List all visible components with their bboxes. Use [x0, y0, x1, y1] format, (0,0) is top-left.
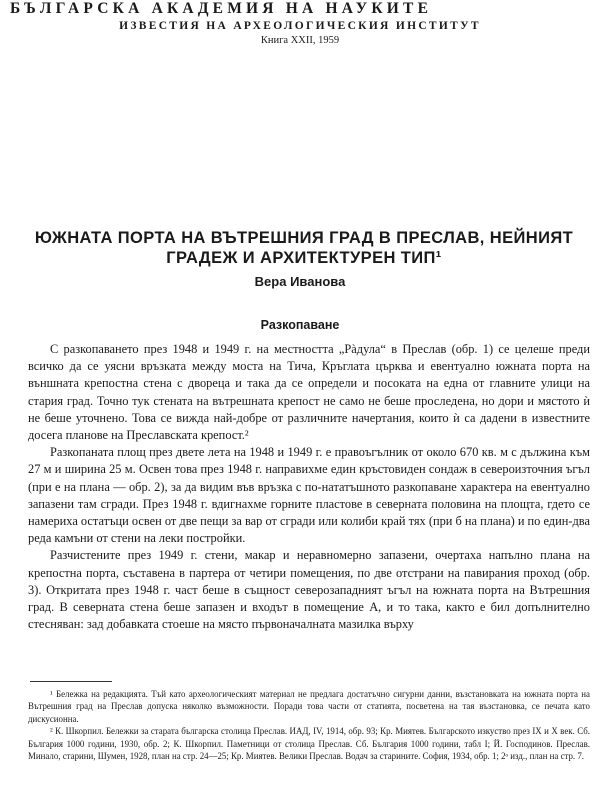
article-body [28, 341, 590, 633]
academy-header: БЪЛГАРСКА АКАДЕМИЯ НА НАУКИТЕ [10, 0, 433, 17]
paragraph: Разчистените през 1949 г. стени, макар и неравномерно запазени, очертаха напълно плана на крепостна порта, съставена в партера от четири помещения, по две отстрани на павирания проход (обр. 3). Откритата през 1948 г. част беше в същност северозападният ъгъл на южната порта на Вътрешния град. В северната стена беше запазен и входът в помещение А, и то така, както е бил допълнително стесняван: зад добавката стоеше на място първоначалната мазилка върху [28, 548, 590, 632]
footnote: ² К. Шкорпил. Бележки за старата българска столица Преслав. ИАД, IV, 1914, обр. 93; Кр. Миятев. Българското изкуство през IX и X век. Сб. България 1000 години, 1930, обр. 2; К. Шкорпил. Паметници от столица Преслав. Сб. България 1000 години, табл I; Й. Господинов. Преслав. Минало, старини, Шумен, 1928, план на стр. 24—25; Кр. Миятев. Велики Преслав. Водач за старините. София, 1934, обр. 1; 2ᵒ изд., план на стр. 7. [28, 726, 590, 762]
article-title: ЮЖНАТА ПОРТА НА ВЪТРЕШНИЯ ГРАД В ПРЕСЛАВ, НЕЙНИЯТ ГРАДЕЖ И АРХИТЕКТУРЕН ТИП¹ [34, 229, 574, 267]
section-heading: Разкопаване [260, 318, 340, 332]
footnote-divider [30, 681, 112, 682]
footnote: ¹ Бележка на редакцията. Тъй като археологическият материал не предлага достатъчно сигурни данни, възстановката на южната порта на Вътрешния град на Преслав допуска няколко възможности. Поради това части от статията, посветена на тая възстановка, се печата като дискусионна. [28, 689, 590, 724]
article-author: Вера Иванова [254, 274, 346, 289]
footnotes [28, 688, 590, 762]
institute-header: ИЗВЕСТИЯ НА АРХЕОЛОГИЧЕСКИЯ ИНСТИТУТ [119, 20, 481, 32]
paragraph: Разкопаната площ през двете лета на 1948 и 1949 г. е правоъгълник от около 670 кв. м с дължина към 27 м и ширина 25 м. Освен това през 1948 г. направихме един кръстовиден сондаж в североизточния ъгъл (при е на плана — обр. 2), за да видим във връзка с по-нататъшното разкопаване характера на евентуално запазени там сгради. През 1948 г. вдигнахме горните пластове в северната половина на площта, гдето се намериха остатъци освен от две пещи за вар от сгради или колиби край тях (при б на плана) и по един-два реда камъни от стени на леки постройки. [28, 445, 590, 546]
paragraph: С разкопаването през 1948 и 1949 г. на местността „Рàдула“ в Преслав (обр. 1) се целеше преди всичко да се уясни връзката между моста на Тича, Кръглата църква и евентуално южната порта на външната крепостна стена с дворeца и така да се определи и посоката на една от главните улици на стария град. Точно тук стената на вътрешната крепост не само не беше проследена, но дори и мястото ѝ не беше уточнено. Това се вижда най-добре от различните начертания, които ѝ са дадени в известните досега планове на Преславската крепост.² [28, 342, 590, 443]
volume-line: Книга XXII, 1959 [260, 35, 340, 46]
